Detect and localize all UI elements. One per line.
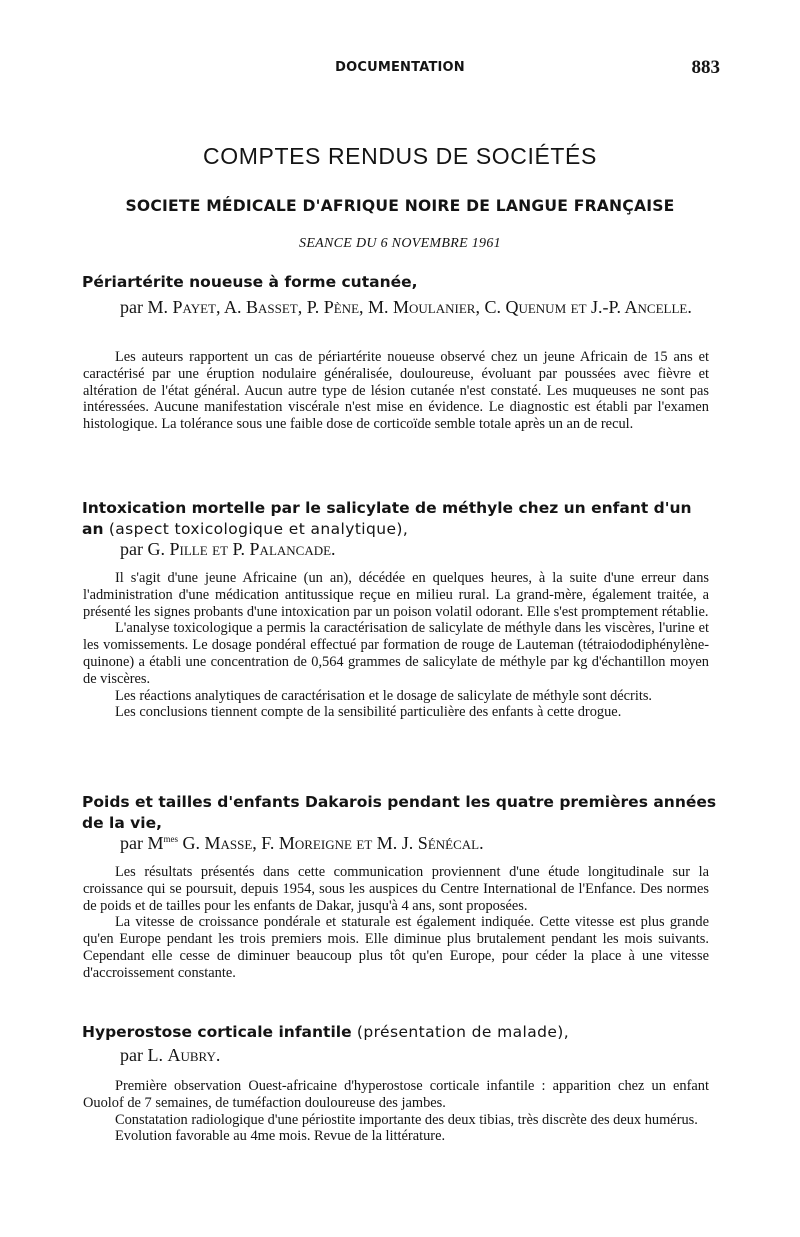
article-1-authors <box>120 297 718 318</box>
article-3-authors-names: G. Masse, F. Moreigne et M. J. Sénécal. <box>178 833 484 853</box>
article-4-authors-prefix: par L. <box>120 1045 168 1065</box>
article-4-paragraph: Première observation Ouest-africaine d'hyperostose corticale infantile : apparition chez un enfant Ouolof de 7 semaines, de tuméfaction douloureuse des jambes. <box>83 1078 709 1111</box>
article-3-body <box>83 864 709 982</box>
page-title: COMPTES RENDUS DE SOCIÉTÉS <box>203 143 597 169</box>
article-3-title <box>82 792 718 834</box>
article-2-paragraph: Les conclusions tiennent compte de la sensibilité particulière des enfants à cette drogue. <box>115 704 622 721</box>
session-date: SEANCE DU 6 NOVEMBRE 1961 <box>299 236 501 251</box>
article-1-title <box>82 272 718 293</box>
article-4-body <box>83 1078 709 1145</box>
article-3-authors-sup: mes <box>163 834 178 844</box>
article-1-body <box>83 349 709 433</box>
article-2-title <box>82 498 718 540</box>
article-3-paragraph: La vitesse de croissance pondérale et staturale est également indiquée. Cette vitesse est plus grande qu'en Europe pendant les trois premiers mois. Elle diminue plus brutalement pendant les mois suivants. Cependant elle cesse de diminuer beaucoup plus tôt qu'en Europe, pour céder la place à une vitesse d'accroissement constante. <box>83 914 709 981</box>
article-4-title <box>82 1022 718 1043</box>
society-heading: SOCIETE MÉDICALE D'AFRIQUE NOIRE DE LANGUE FRANÇAISE <box>125 197 675 215</box>
article-1-paragraph: Les auteurs rapportent un cas de périartérite noueuse observé chez un jeune Africain de 15 ans et caractérisé par une éruption nodulaire généralisée, douloureuse, évoluant par poussées avec fièvre et altération de l'état général. Aucun autre type de lésion cutanée n'est constaté. Les muqueuses ne sont pas intéressées. Aucune manifestation viscérale n'est mise en évidence. Le diagnostic est établi par l'examen histologique. La tolérance sous une faible dose de corticoïde semble totale après un an de recul. <box>83 349 709 433</box>
article-1-title-text: Périartérite noueuse à forme cutanée, <box>82 273 418 291</box>
article-2-authors-prefix: par G. <box>120 539 170 559</box>
page-number: 883 <box>691 57 720 78</box>
article-4-paragraph: Constatation radiologique d'une périostite importante des deux tibias, très discrète des deux humérus. <box>115 1111 698 1128</box>
article-3-paragraph: Les résultats présentés dans cette communication proviennent d'une étude longitudinale sur la croissance qui se poursuit, depuis 1954, sous les auspices du Centre International de l'Enfance. Des normes de poids et de tailles pour les enfants de Dakar, jusqu'à 4 ans, sont proposées. <box>83 864 709 914</box>
running-head <box>80 57 720 80</box>
article-4-subtitle: (présentation de malade), <box>351 1023 570 1041</box>
article-2-subtitle: (aspect toxicologique et analytique), <box>103 520 409 538</box>
article-1-authors-prefix: par M. <box>120 297 173 317</box>
article-2-paragraph: L'analyse toxicologique a permis la caractérisation de salicylate de méthyle dans les viscères, l'urine et les vomissements. Le dosage pondéral effectué par formation de rouge de Lauteman (tétraiododiphénylène-quinone) a établi une concentration de 0,564 grammes de salicylate de méthyle par kg d'échantillon moyen de viscères. <box>83 620 709 687</box>
running-title: DOCUMENTATION <box>335 60 465 75</box>
article-4-authors-names: Aubry. <box>167 1045 221 1065</box>
article-2-title-text: Intoxication mortelle par le salicylate de méthyle chez un enfant d'un an <box>82 499 692 538</box>
article-2-authors <box>120 539 718 560</box>
article-2-authors-names: Pille et P. Palancade. <box>169 539 336 559</box>
article-4-title-text: Hyperostose corticale infantile <box>82 1023 352 1041</box>
article-3-authors <box>120 829 718 854</box>
article-2-body <box>83 570 709 721</box>
article-3-authors-prefix: par M <box>120 833 164 853</box>
article-4-paragraph: Evolution favorable au 4me mois. Revue de la littérature. <box>115 1128 446 1145</box>
article-4-authors <box>120 1045 718 1066</box>
article-2-paragraph: Les réactions analytiques de caractérisation et le dosage de salicylate de méthyle sont décrits. <box>115 687 653 704</box>
article-3-title-text: Poids et tailles d'enfants Dakarois pendant les quatre premières années de la vie, <box>82 793 717 832</box>
article-1-authors-names: Payet, A. Basset, P. Pène, M. Moulanier, C. Quenum et J.-P. Ancelle. <box>172 297 692 317</box>
article-2-paragraph: Il s'agit d'une jeune Africaine (un an), décédée en quelques heures, à la suite d'une erreur dans l'administration d'une médication antitussique reçue en milieu rural. La grand-mère, également traitée, a présenté les signes probants d'une intoxication par un poison volatil odorant. Elle s'est promptement rétablie. <box>83 570 709 620</box>
